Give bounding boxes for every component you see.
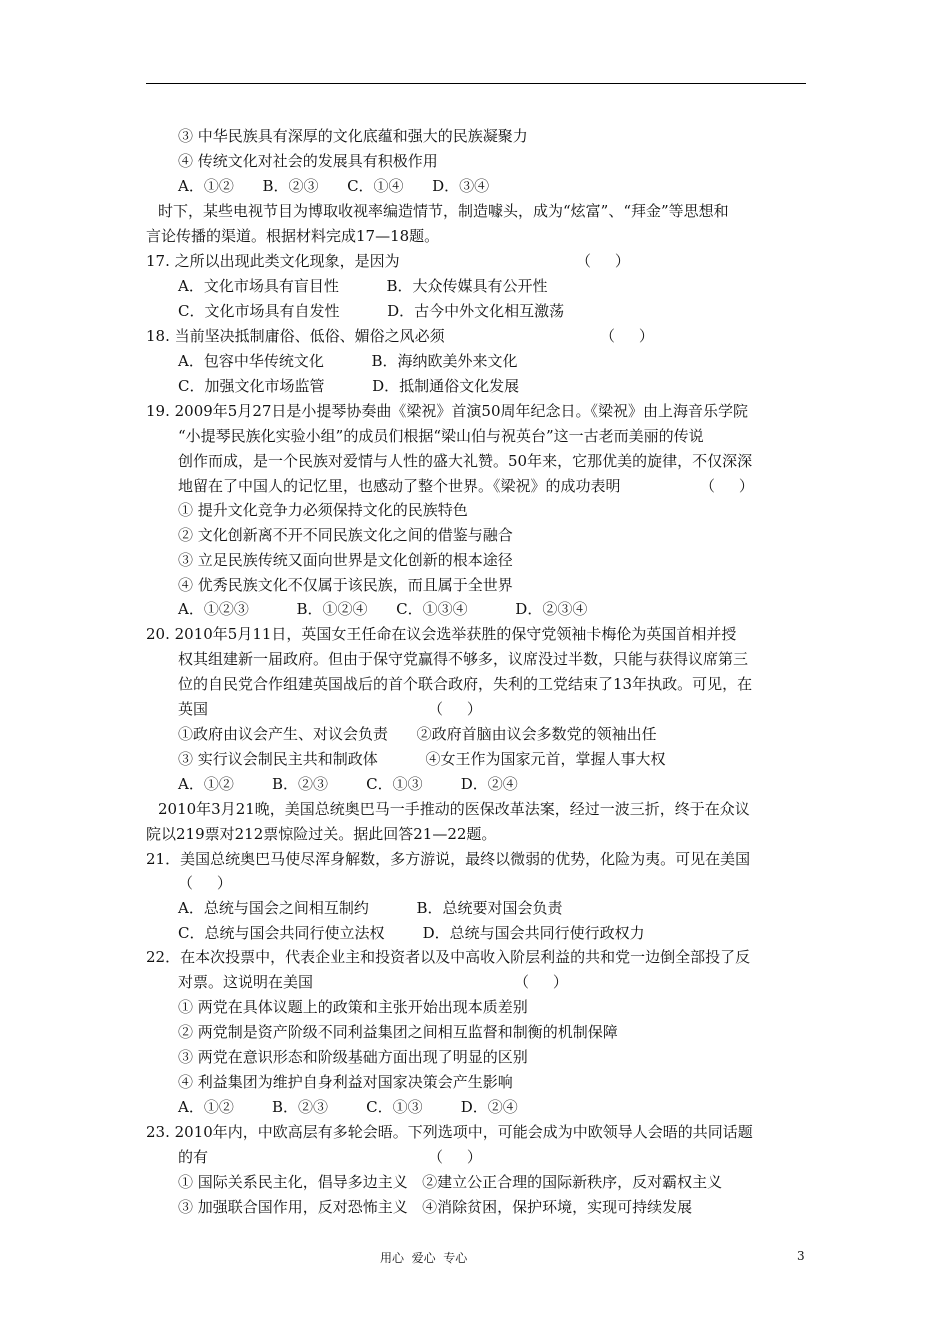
- page-footer: 用心 爱心 专心: [380, 1251, 468, 1265]
- option-line: ③ 两党在意识形态和阶级基础方面出现了明显的区别: [178, 1048, 528, 1066]
- option-line: ③ 实行议会制民主共和制政体 ④女王作为国家元首，掌握人事大权: [178, 750, 666, 768]
- answer-choices: A．包容中华传统文化 B．海纳欧美外来文化: [178, 352, 518, 370]
- question-21: 21．美国总统奥巴马使尽浑身解数，多方游说，最终以微弱的优势，化险为夷。可见在美国: [146, 850, 751, 868]
- header-rule: [146, 83, 806, 84]
- option-line: ④ 利益集团为维护自身利益对国家决策会产生影响: [178, 1073, 513, 1091]
- answer-paren: （ ）: [428, 700, 482, 718]
- question-text: 权其组建新一届政府。但由于保守党赢得不够多，议席没过半数，只能与获得议席第三: [178, 650, 749, 668]
- question-text: 位的自民党合作组建英国战后的首个联合政府，失利的工党结束了13年执政。可见，在: [178, 675, 753, 693]
- question-17: 17. 之所以出现此类文化现象，是因为: [146, 252, 400, 270]
- question-text: 对票。这说明在美国: [178, 973, 314, 991]
- answer-choices: A．①②③ B．①②④ C．①③④ D．②③④: [178, 600, 588, 618]
- answer-choices: A．①② B．②③ C．①④ D．③④: [178, 177, 490, 195]
- option-line: ④ 传统文化对社会的发展具有积极作用: [178, 152, 438, 170]
- answer-paren: （ ）: [600, 327, 654, 345]
- option-line: ① 提升文化竞争力必须保持文化的民族特色: [178, 501, 468, 519]
- answer-paren: （ ）: [428, 1148, 482, 1166]
- answer-paren: （ ）: [178, 874, 232, 892]
- option-line: ③ 中华民族具有深厚的文化底蕴和强大的民族凝聚力: [178, 127, 528, 145]
- option-line: ② 两党制是资产阶级不同利益集团之间相互监督和制衡的机制保障: [178, 1023, 618, 1041]
- option-line: ① 两党在具体议题上的政策和主张开始出现本质差别: [178, 998, 528, 1016]
- answer-choices: A．①② B．②③ C．①③ D．②④: [178, 1098, 518, 1116]
- material-text: 2010年3月21晚，美国总统奥巴马一手推动的医保改革法案，经过一波三折，终于在众议: [158, 800, 750, 818]
- answer-choices: A．总统与国会之间相互制约 B．总统要对国会负责: [178, 899, 563, 917]
- answer-paren: （ ）: [514, 973, 568, 991]
- option-line: ① 国际关系民主化，倡导多边主义 ②建立公正合理的国际新秩序，反对霸权主义: [178, 1173, 723, 1191]
- option-line: ①政府由议会产生、对议会负责 ②政府首脑由议会多数党的领袖出任: [178, 725, 657, 743]
- material-text: 言论传播的渠道。根据材料完成17—18题。: [146, 227, 440, 245]
- answer-choices: A．①② B．②③ C．①③ D．②④: [178, 775, 518, 793]
- page-number: 3: [797, 1249, 805, 1263]
- answer-choices: C．总统与国会共同行使立法权 D．总统与国会共同行使行政权力: [178, 924, 645, 942]
- option-line: ③ 立足民族传统又面向世界是文化创新的根本途径: [178, 551, 513, 569]
- question-19: 19. 2009年5月27日是小提琴协奏曲《梁祝》首演50周年纪念日。《梁祝》由上海音乐学院: [146, 402, 749, 420]
- option-line: ② 文化创新离不开不同民族文化之间的借鉴与融合: [178, 526, 513, 544]
- question-23: 23. 2010年内，中欧高层有多轮会晤。下列选项中，可能会成为中欧领导人会晤的共同话题: [146, 1123, 753, 1141]
- question-18: 18. 当前坚决抵制庸俗、低俗、媚俗之风必须: [146, 327, 445, 345]
- question-text: 地留在了中国人的记忆里，也感动了整个世界。《梁祝》的成功表明: [178, 477, 621, 495]
- answer-paren: （ ）: [576, 252, 630, 270]
- question-text: 的有: [178, 1148, 209, 1166]
- question-20: 20. 2010年5月11日，英国女王任命在议会选举获胜的保守党领袖卡梅伦为英国首相并授: [146, 625, 737, 643]
- option-line: ④ 优秀民族文化不仅属于该民族，而且属于全世界: [178, 576, 513, 594]
- answer-choices: A．文化市场具有盲目性 B．大众传媒具有公开性: [178, 277, 548, 295]
- option-line: ③ 加强联合国作用，反对恐怖主义 ④消除贫困，保护环境，实现可持续发展: [178, 1198, 693, 1216]
- question-text: 英国: [178, 700, 209, 718]
- material-text: 时下，某些电视节目为博取收视率编造情节，制造噱头，成为“炫富”、“拜金”等思想和: [158, 202, 729, 220]
- question-22: 22．在本次投票中，代表企业主和投资者以及中高收入阶层利益的共和党一边倒全部投了反: [146, 948, 751, 966]
- answer-paren: （ ）: [700, 477, 754, 495]
- answer-choices: C．加强文化市场监管 D．抵制通俗文化发展: [178, 377, 520, 395]
- answer-choices: C．文化市场具有自发性 D．古今中外文化相互激荡: [178, 302, 565, 320]
- question-text: “小提琴民族化实验小组”的成员们根据“梁山伯与祝英台”这一古老而美丽的传说: [178, 427, 704, 445]
- question-text: 创作而成，是一个民族对爱情与人性的盛大礼赞。50年来，它那优美的旋律，不仅深深: [178, 452, 753, 470]
- material-text: 院以219票对212票惊险过关。据此回答21—22题。: [146, 825, 497, 843]
